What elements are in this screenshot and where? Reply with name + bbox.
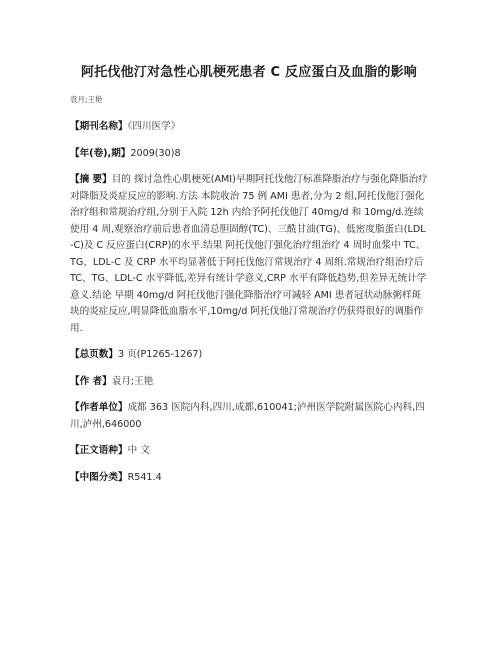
field-label: 【年(卷),期】: [70, 147, 131, 159]
field-journal-name: [70, 119, 428, 136]
field-value: 2009(30)8: [130, 147, 181, 159]
field-value: 《四川医学》: [127, 121, 181, 132]
field-value: 3 页(P1265-1267): [117, 349, 203, 360]
document-authors: 袁月;王艳: [70, 95, 103, 104]
field-value: 目的 探讨急性心肌梗死(AMI)早期阿托伐他汀标准降脂治疗与强化降脂治疗对降脂及炎症反应的影响.方法 本院收治 75 例 AMI 患者,分为 2 组,阿托伐他汀强化治疗组和常规治疗组,分别于入院 12h 内给予阿托伐他汀 40mg/d 和 10mg/d.连续使用 4 周,观察治疗前后患者血清总胆固醇(TC)、三酰甘油(TG)、低密度脂蛋白(LDL-C)及 C 反应蛋白(CRP)的水平.结果 阿托伐他汀强化治疗组治疗 4 周时血浆中 TC、TG、LDL-C 及 CRP 水平均显著低于阿托伐他汀常规治疗 4 周组.常规治疗组治疗后 TC、TG、LDL-C 水平降低,差异有统计学意义,CRP 水平有降低趋势,但差异无统计学意义.结论 早期 40mg/d 阿托伐他汀强化降脂治疗可减轻 AMI 患者冠状动脉粥样斑块的炎症反应,明显降低血脂水平,10mg/d 阿托伐他汀常规治疗仍获得很好的调脂作用.: [70, 174, 428, 334]
field-label: 【总页数】: [70, 349, 118, 360]
field-label: 【期刊名称】: [70, 121, 128, 132]
field-classification: [70, 470, 428, 487]
field-label: 【摘 要】: [70, 174, 112, 185]
field-label: 【作者单位】: [70, 402, 128, 413]
field-value: 成都 363 医院内科,四川,成都,610041;泸州医学院附属医院心内科,四川,泸州,646000: [70, 402, 425, 430]
field-value: 中 文: [127, 445, 150, 456]
field-authors: [70, 374, 428, 391]
field-value: 袁月;王艳: [111, 375, 154, 387]
field-author-affiliation: [70, 400, 428, 433]
field-year-volume-issue: [70, 146, 428, 163]
field-value: R541.4: [127, 471, 162, 483]
field-label: 【中图分类】: [70, 471, 128, 483]
document-title: 阿托伐他汀对急性心肌梗死患者 C 反应蛋白及血脂的影响: [81, 65, 417, 80]
field-label: 【作 者】: [70, 375, 112, 387]
field-page-count: [70, 347, 428, 364]
field-language: [70, 443, 428, 460]
field-abstract: [70, 172, 428, 337]
field-label: 【正文语种】: [70, 445, 128, 456]
